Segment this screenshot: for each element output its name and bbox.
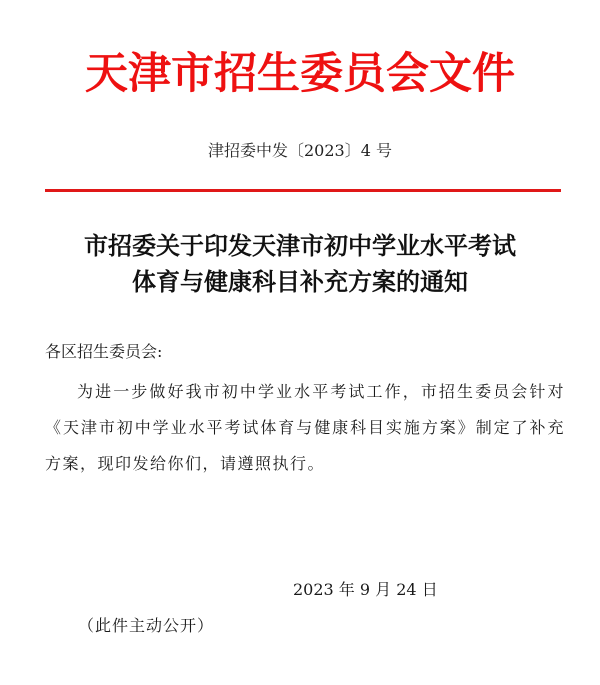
red-divider [45,189,561,192]
notice-title [0,228,600,300]
disclosure-note: （此件主动公开） [78,616,215,635]
issuer-header: 天津市招生委员会文件 [85,49,515,99]
issue-date: 2023 年 9 月 24 日 [293,580,438,599]
body-paragraph: 为进一步做好我市初中学业水平考试工作，市招生委员会针对《天津市初中学业水平考试体育与健康科目实施方案》制定了补充方案，现印发给你们，请遵照执行。 [45,382,565,473]
notice-title-line-1: 市招委关于印发天津市初中学业水平考试 [84,232,516,260]
notice-title-line-2: 体育与健康科目补充方案的通知 [132,268,468,296]
salutation: 各区招生委员会: [45,342,163,361]
document-number: 津招委中发〔2023〕4 号 [208,141,392,160]
